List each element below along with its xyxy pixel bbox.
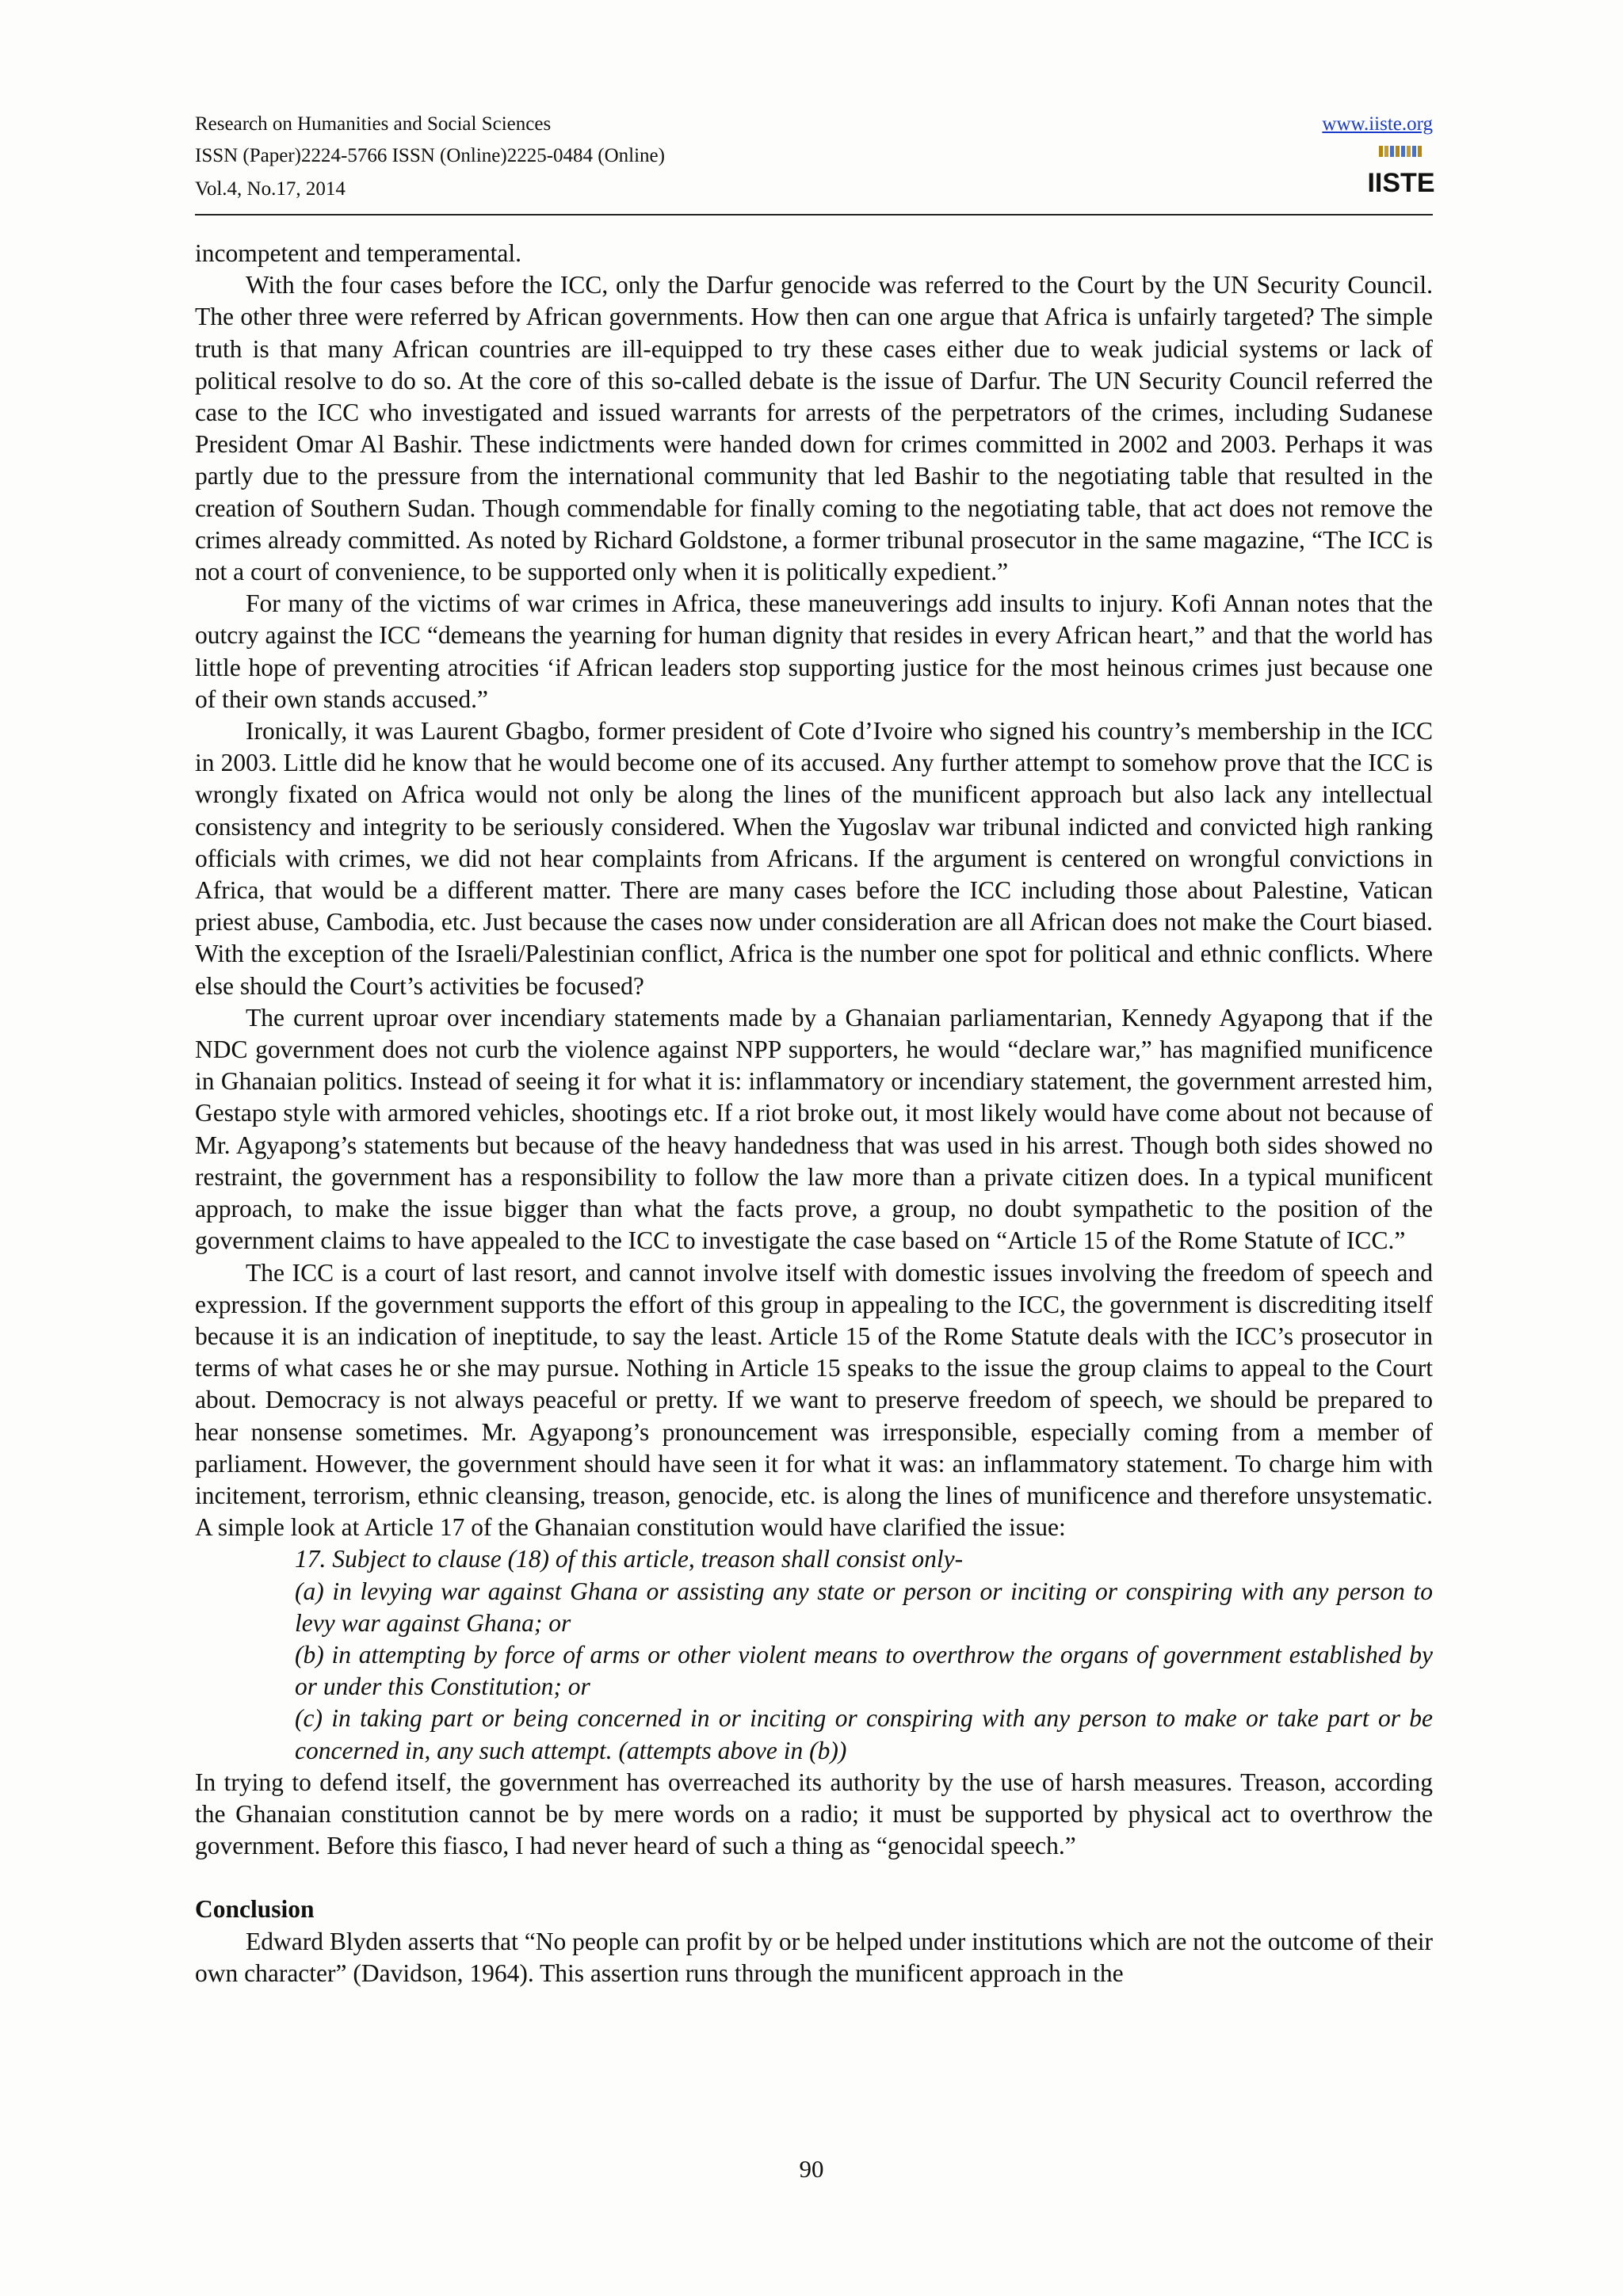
iiste-logo — [1367, 144, 1435, 198]
journal-url-link[interactable]: www.iiste.org — [1322, 113, 1433, 135]
paragraph: With the four cases before the ICC, only the Darfur genocide was referred to the Court by the UN Security Council. The other three were referred by African governments. How then can one argue that Africa is unfairly targeted? The simple truth is that many African countries are ill-equipped to try these cases either due to weak judicial systems or lack of political resolve to do so. At the core of this so-called debate is the issue of Darfur. The UN Security Council referred the case to the ICC who investigated and issued warrants for arrests of the perpetrators of the crimes, including Sudanese President Omar Al Bashir. These indictments were handed down for crimes committed in 2002 and 2003. Perhaps it was partly due to the pressure from the international community that led Bashir to the negotiating table that resulted in the creation of Southern Sudan. Though commendable for finally coming to the negotiating table, that act does not remove the crimes already committed. As noted by Richard Goldstone, a former tribunal prosecutor in the same magazine, “The ICC is not a court of convenience, to be supported only when it is politically expedient.” — [195, 271, 1433, 586]
constitution-quote-line: 17. Subject to clause (18) of this article, treason shall consist only- — [295, 1545, 964, 1573]
page-header — [195, 113, 1433, 214]
paragraph: Edward Blyden asserts that “No people can profit by or be helped under institutions which are not the outcome of their own character” (Davidson, 1964). This assertion runs through the munificent approach in the — [195, 1927, 1433, 1987]
logo-text: IISTE — [1367, 168, 1435, 198]
paragraph: For many of the victims of war crimes in Africa, these maneuverings add insults to injury. Kofi Annan notes that the outcry against the ICC “demeans the yearning for human dignity that resides in every African heart,” and that the world has little hope of preventing atrocities ‘if African leaders stop supporting justice for the most heinous crimes just because one of their own stands accused.” — [195, 589, 1433, 713]
journal-title: Research on Humanities and Social Sciences — [195, 113, 552, 135]
issn-line: ISSN (Paper)2224-5766 ISSN (Online)2225-0484 (Online) — [195, 145, 665, 166]
paragraph: In trying to defend itself, the government has overreached its authority by the use of harsh measures. Treason, according the Ghanaian constitution cannot be by mere words on a radio; it must be supported by physical act to overthrow the government. Before this fiasco, I had never heard of such a thing as “genocidal speech.” — [195, 1768, 1433, 1860]
paragraph: The current uproar over incendiary statements made by a Ghanaian parliamentarian, Kennedy Agyapong that if the NDC government does not curb the violence against NPP supporters, he would “declare war,” has magnified munificence in Ghanaian politics. Instead of seeing it for what it is: inflammatory or incendiary statement, the government arrested him, Gestapo style with armored vehicles, shootings etc. If a riot broke out, it most likely would have come about not because of Mr. Agyapong’s statements but because of the heavy handedness that was used in his arrest. Though both sides showed no restraint, the government has a responsibility to follow the law more than a private citizen does. In a typical munificent approach, to make the issue bigger than what the facts prove, a group, no doubt sympathetic to the position of the government claims to have appealed to the ICC to investigate the case based on “Article 15 of the Rome Statute of ICC.” — [195, 1003, 1433, 1255]
paragraph: incompetent and temperamental. — [195, 239, 521, 267]
constitution-quote-line: (b) in attempting by force of arms or other violent means to overthrow the organs of government established by or under this Constitution; or — [295, 1640, 1433, 1701]
page-number: 90 — [799, 2155, 824, 2183]
conclusion-heading: Conclusion — [195, 1895, 315, 1924]
volume-line: Vol.4, No.17, 2014 — [195, 178, 346, 200]
header-rule — [195, 214, 1433, 215]
paragraph: Ironically, it was Laurent Gbagbo, former president of Cote d’Ivoire who signed his country’s membership in the ICC in 2003. Little did he know that he would become one of its accused. Any further attempt to somehow prove that the ICC is wrongly fixated on Africa would not only be along the lines of the munificent approach but also lack any intellectual consistency and integrity to be seriously considered. When the Yugoslav war tribunal indicted and convicted high ranking officials with crimes, we did not hear complaints from Africans. If the argument is centered on wrongful convictions in Africa, that would be a different matter. There are many cases before the ICC including those about Palestine, Vatican priest abuse, Cambodia, etc. Just because the cases now under consideration are all African does not make the Court biased. With the exception of the Israeli/Palestinian conflict, Africa is the number one spot for political and ethnic conflicts. Where else should the Court’s activities be focused? — [195, 717, 1433, 1000]
article-body — [195, 238, 1433, 1989]
constitution-quote-line: (a) in levying war against Ghana or assisting any state or person or inciting or conspiring with any person to levy war against Ghana; or — [295, 1577, 1433, 1637]
constitution-quote-line: (c) in taking part or being concerned in or inciting or conspiring with any person to make or take part or be concerned in, any such attempt. (attempts above in (b)) — [295, 1704, 1433, 1764]
paragraph: The ICC is a court of last resort, and cannot involve itself with domestic issues involving the freedom of speech and expression. If the government supports the effort of this group in appealing to the ICC, the government is discrediting itself because it is an indication of ineptitude, to say the least. Article 15 of the Rome Statute deals with the ICC’s prosecutor in terms of what cases he or she may pursue. Nothing in Article 15 speaks to the issue the group claims to appeal to the Court about. Democracy is not always peaceful or pretty. If we want to preserve freedom of speech, we should be prepared to hear nonsense sometimes. Mr. Agyapong’s pronouncement was irresponsible, especially coming from a member of parliament. However, the government should have seen it for what it was: an inflammatory statement. To charge him with incitement, terrorism, ethnic cleansing, treason, genocide, etc. is along the lines of munificence and therefore unsystematic. A simple look at Article 17 of the Ghanaian constitution would have clarified the issue: — [195, 1258, 1433, 1542]
